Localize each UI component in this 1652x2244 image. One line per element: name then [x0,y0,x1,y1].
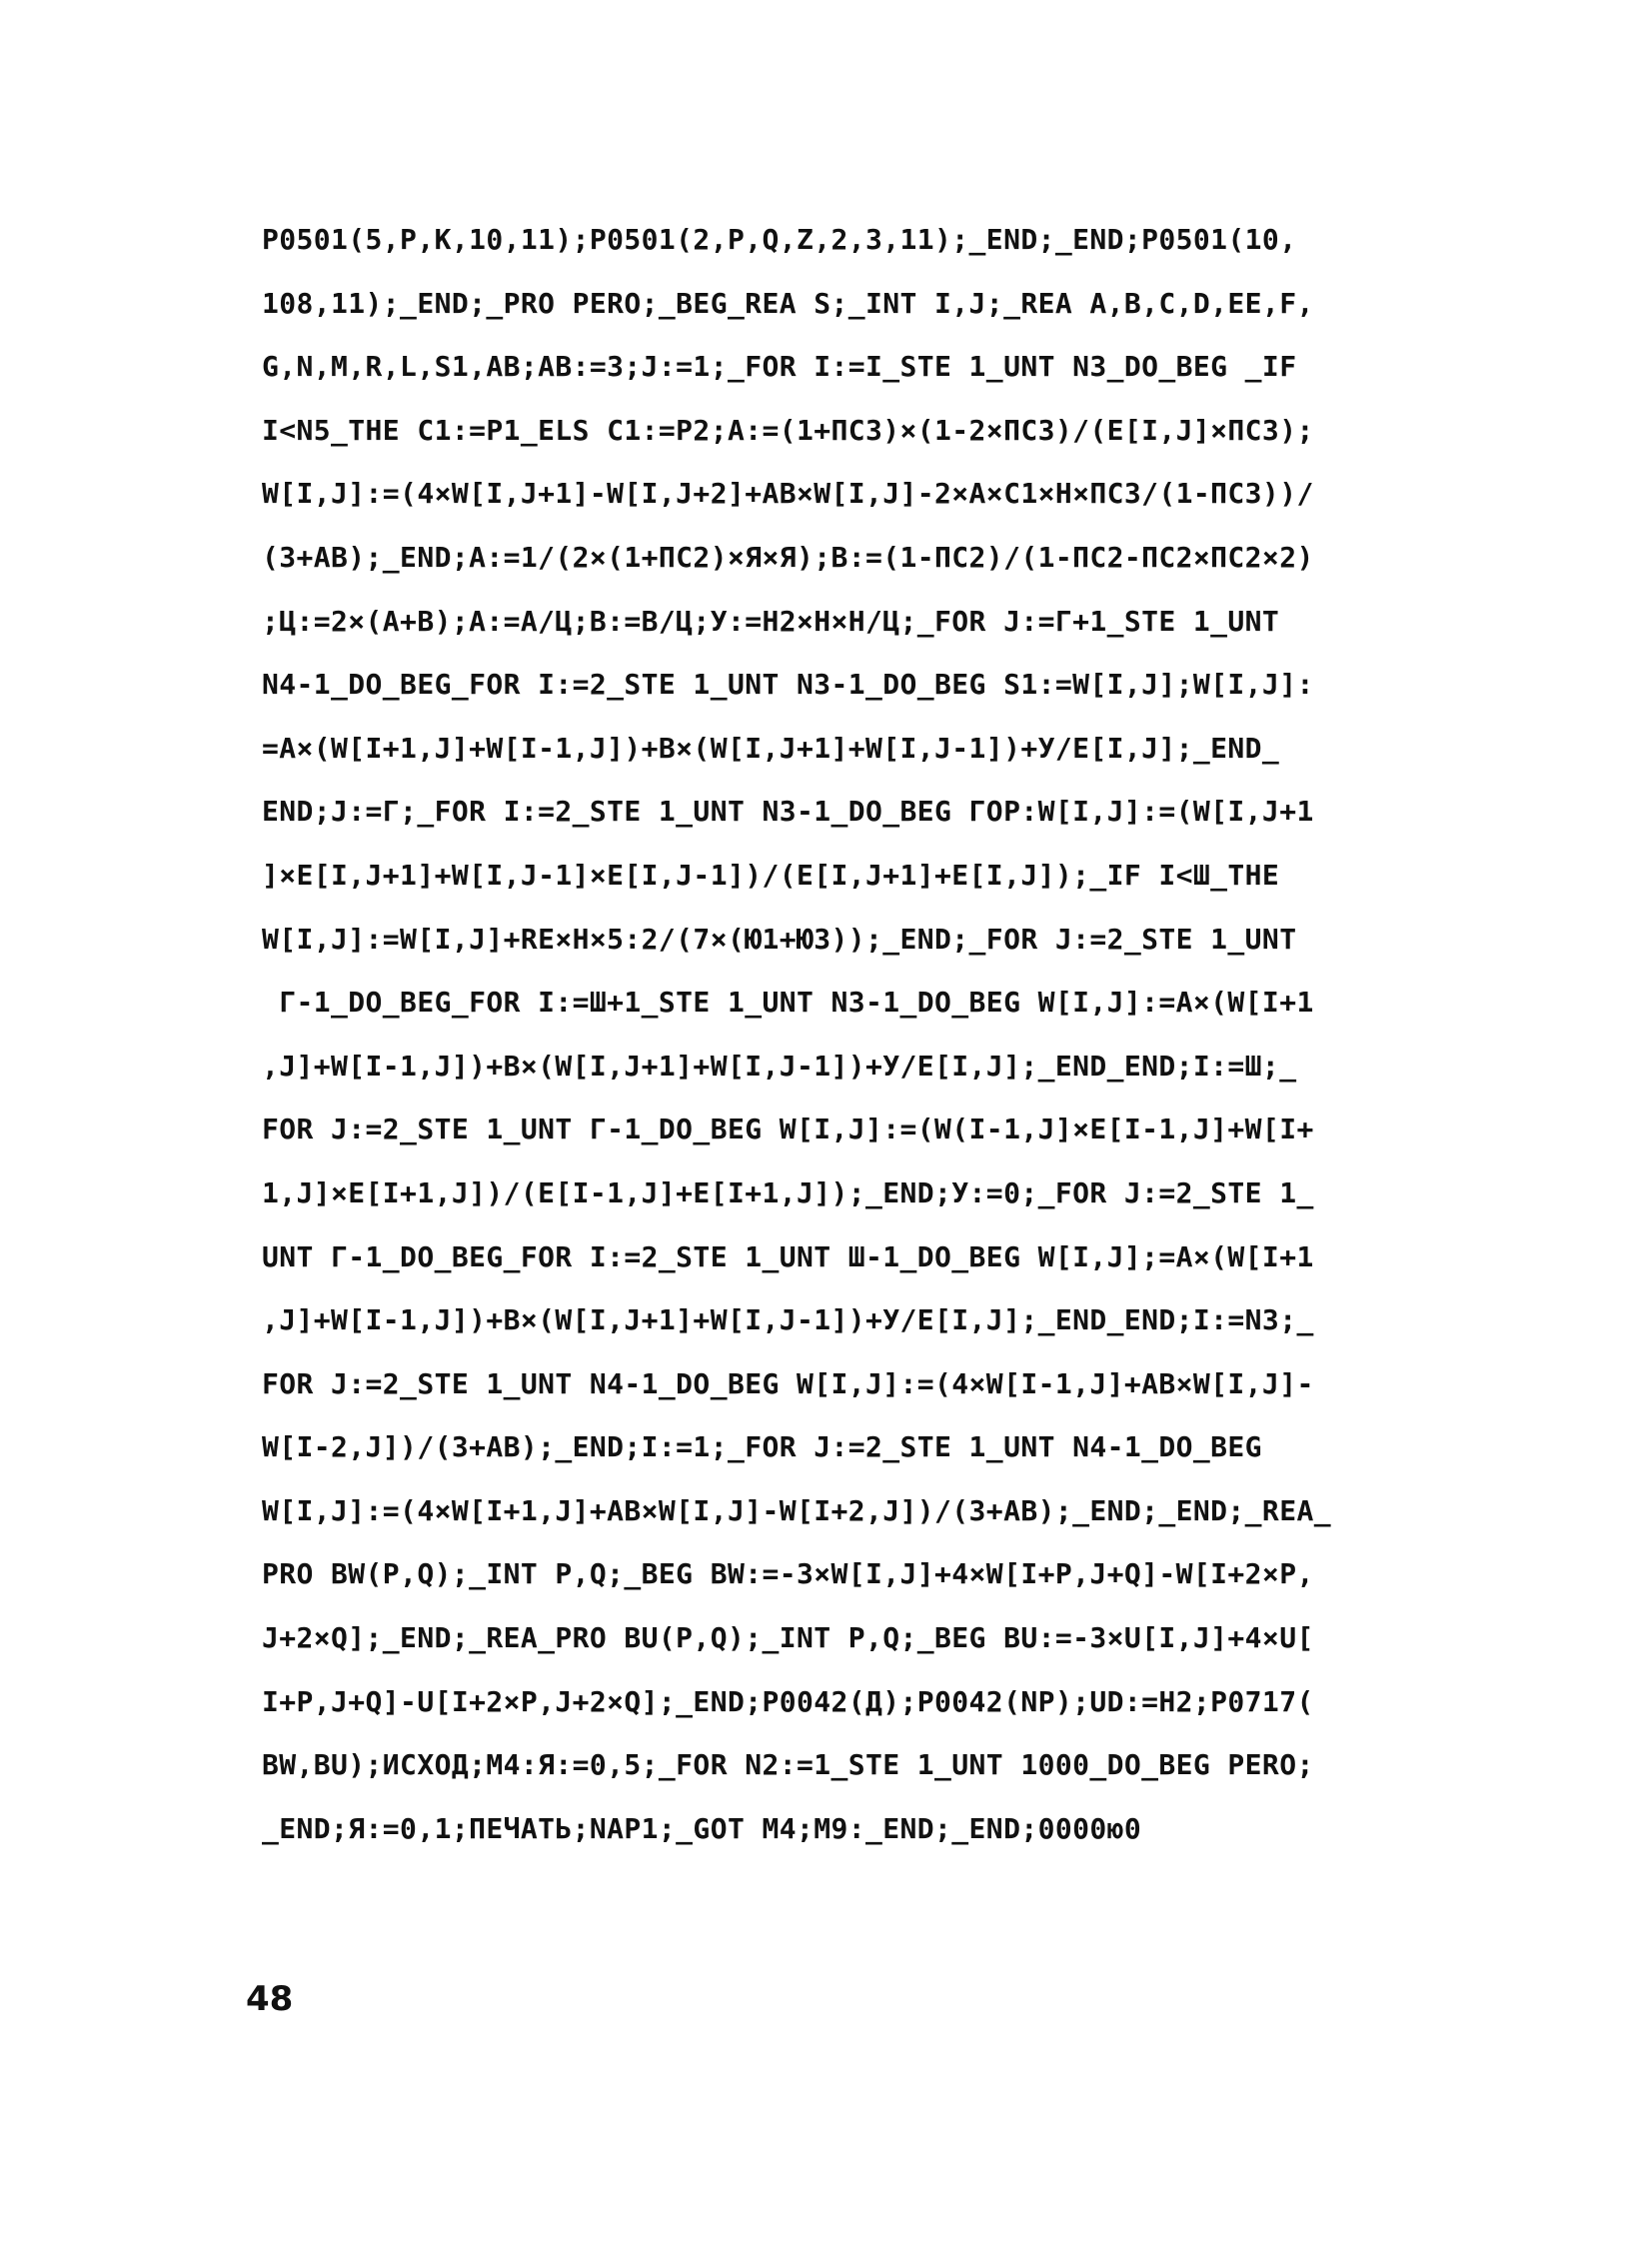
code-line-22: PRO BW(P,Q);_INT P,Q;_BEG BW:=-3×W[I,J]+4×W[I+P,J+Q]-W[I+2×P, [262,1557,1314,1591]
code-line-8: N4-1_DO_BEG_FOR I:=2_STE 1_UNT N3-1_DO_BEG S1:=W[I,J];W[I,J]: [262,668,1314,702]
code-line-6: (3+AB);_END;A:=1/(2×(1+ПС2)×Я×Я);B:=(1-ПС2)/(1-ПС2-ПС2×ПС2×2) [262,540,1314,574]
code-line-9: =A×(W[I+1,J]+W[I-1,J])+B×(W[I,J+1]+W[I,J-1])+У/E[I,J];_END_ [262,731,1280,765]
code-line-21: W[I,J]:=(4×W[I+1,J]+AB×W[I,J]-W[I+2,J])/(3+AB);_END;_END;_REA_ [262,1493,1331,1527]
code-line-25: BW,BU);ИСХОД;M4:Я:=0,5;_FOR N2:=1_STE 1_UNT 1000_DO_BEG PERO; [262,1748,1314,1782]
code-line-19: FOR J:=2_STE 1_UNT N4-1_DO_BEG W[I,J]:=(4×W[I-1,J]+AB×W[I,J]- [262,1366,1314,1400]
code-line-2: 108,11);_END;_PRO PERO;_BEG_REA S;_INT I,J;_REA A,B,C,D,EE,F, [262,286,1314,320]
code-line-18: ,J]+W[I-1,J])+B×(W[I,J+1]+W[I,J-1])+У/E[I,J];_END_END;I:=N3;_ [262,1303,1314,1337]
page-number: 48 [246,1979,294,2019]
code-line-11: ]×E[I,J+1]+W[I,J-1]×E[I,J-1])/(E[I,J+1]+E[I,J]);_IF I<Ш_THE [262,858,1280,892]
code-line-13: Г-1_DO_BEG_FOR I:=Ш+1_STE 1_UNT N3-1_DO_BEG W[I,J]:=A×(W[I+1 [262,986,1314,1020]
code-line-1: P0501(5,P,K,10,11);P0501(2,P,Q,Z,2,3,11);_END;_END;P0501(10, [262,223,1297,256]
code-line-15: FOR J:=2_STE 1_UNT Г-1_DO_BEG W[I,J]:=(W(I-1,J]×E[I-1,J]+W[I+ [262,1113,1314,1146]
code-line-14: ,J]+W[I-1,J])+B×(W[I,J+1]+W[I,J-1])+У/E[I,J];_END_END;I:=Ш;_ [262,1049,1297,1083]
code-line-4: I<N5_THE C1:=P1_ELS C1:=P2;A:=(1+ПС3)×(1-2×ПС3)/(E[I,J]×ПС3); [262,413,1314,447]
code-line-17: UNT Г-1_DO_BEG_FOR I:=2_STE 1_UNT Ш-1_DO_BEG W[I,J];=A×(W[I+1 [262,1239,1314,1273]
code-line-24: I+P,J+Q]-U[I+2×P,J+2×Q];_END;P0042(Д);P0042(NP);UD:=Н2;P0717( [262,1684,1314,1718]
code-listing [262,208,1441,1867]
code-line-5: W[I,J]:=(4×W[I,J+1]-W[I,J+2]+AB×W[I,J]-2×A×C1×H×ПС3/(1-ПС3))/ [262,477,1314,511]
code-line-10: END;J:=Г;_FOR I:=2_STE 1_UNT N3-1_DO_BEG ГОР:W[I,J]:=(W[I,J+1 [262,795,1314,829]
code-line-26: _END;Я:=0,1;ПЕЧАТЬ;NAP1;_GOT M4;M9:_END;_END;0000ю0 [262,1811,1142,1845]
code-line-16: 1,J]×E[I+1,J])/(E[I-1,J]+E[I+1,J]);_END;У:=0;_FOR J:=2_STE 1_ [262,1175,1314,1209]
code-line-12: W[I,J]:=W[I,J]+RE×H×5:2/(7×(Ю1+Ю3));_END;_FOR J:=2_STE 1_UNT [262,922,1297,956]
code-line-20: W[I-2,J])/(3+AB);_END;I:=1;_FOR J:=2_STE 1_UNT N4-1_DO_BEG [262,1430,1262,1464]
code-line-3: G,N,M,R,L,S1,AB;AB:=3;J:=1;_FOR I:=I_STE 1_UNT N3_DO_BEG _IF [262,350,1297,384]
code-line-7: ;Ц:=2×(A+B);A:=A/Ц;B:=B/Ц;У:=Н2×Н×Н/Ц;_FOR J:=Г+1_STE 1_UNT [262,604,1280,638]
code-line-23: J+2×Q];_END;_REA_PRO BU(P,Q);_INT P,Q;_BEG BU:=-3×U[I,J]+4×U[ [262,1621,1314,1655]
